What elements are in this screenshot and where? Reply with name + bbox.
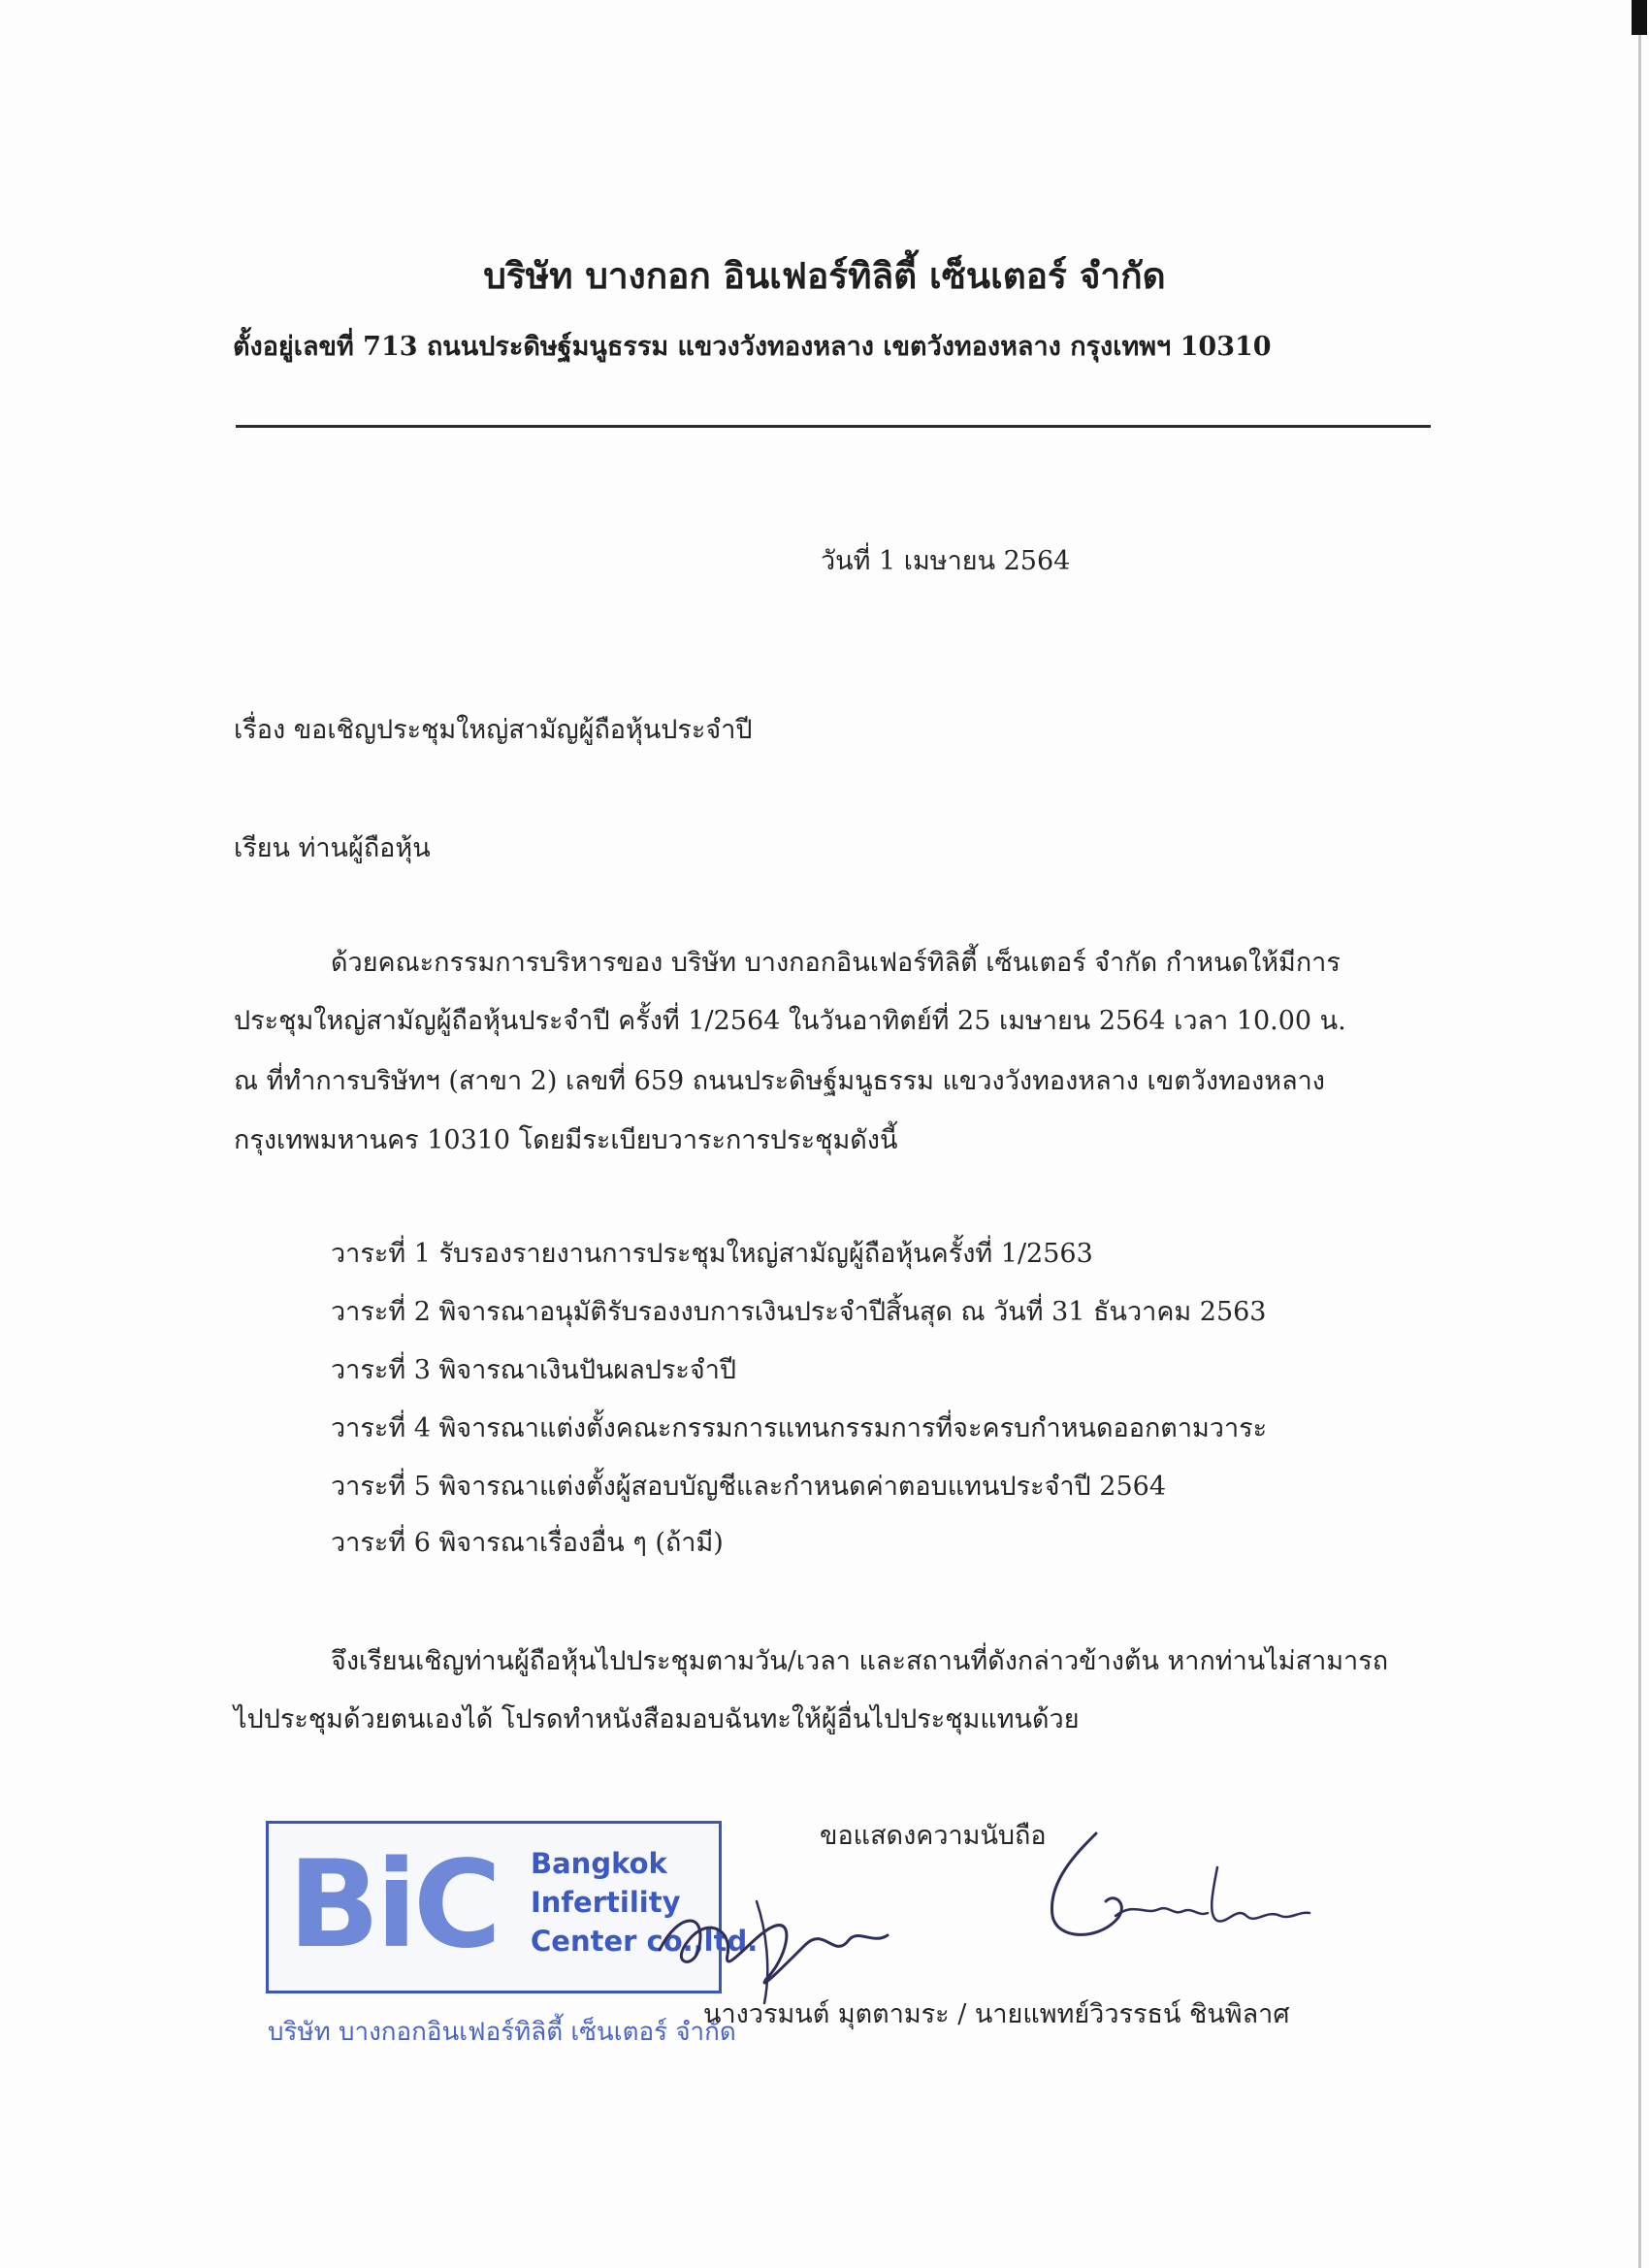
header-divider	[236, 425, 1431, 428]
agenda-item: วาระที่ 2 พิจารณาอนุมัติรับรองงบการเงินประจำปีสิ้นสุด ณ วันที่ 31 ธันวาคม 2563	[331, 1297, 1267, 1327]
stamp-text-line: Center co.,ltd.	[531, 1925, 759, 1958]
company-address: ตั้งอยู่เลขที่ 713 ถนนประดิษฐ์มนูธรรม แขวงวังทองหลาง เขตวังทองหลาง กรุงเทพฯ 10310	[233, 332, 1272, 362]
letter-date: วันที่ 1 เมษายน 2564	[821, 546, 1071, 576]
invitation-line: จึงเรียนเชิญท่านผู้ถือหุ้นไปประชุมตามวัน/เวลา และสถานที่ดังกล่าวข้างต้น หากท่านไม่สามารถ	[331, 1646, 1389, 1676]
body-paragraph-line: ด้วยคณะกรรมการบริหารของ บริษัท บางกอกอินเฟอร์ทิลิตี้ เซ็นเตอร์ จำกัด กำหนดให้มีการ	[331, 948, 1341, 978]
body-paragraph-line: ณ ที่ทำการบริษัทฯ (สาขา 2) เลขที่ 659 ถนนประดิษฐ์มนูธรรม แขวงวังทองหลาง เขตวังทองหลาง	[234, 1066, 1325, 1096]
scan-edge-mark	[1632, 0, 1647, 35]
letter-subject: เรื่อง ขอเชิญประชุมใหญ่สามัญผู้ถือหุ้นประจำปี	[234, 715, 753, 745]
signature-1-icon	[640, 1872, 931, 2008]
stamp-caption: บริษัท บางกอกอินเฟอร์ทิลิตี้ เซ็นเตอร์ จำกัด	[268, 2018, 736, 2047]
signer-names: นางวรมนต์ มุตตามระ / นายแพทย์วิวรรธน์ ชินพิลาศ	[703, 1999, 1290, 2029]
stamp-text-line: Infertility	[531, 1886, 681, 1919]
agenda-item: วาระที่ 1 รับรองรายงานการประชุมใหญ่สามัญผู้ถือหุ้นครั้งที่ 1/2563	[331, 1239, 1093, 1269]
body-paragraph-line: กรุงเทพมหานคร 10310 โดยมีระเบียบวาระการประชุมดังนี้	[234, 1125, 898, 1155]
letter-salutation: เรียน ท่านผู้ถือหุ้น	[234, 833, 431, 863]
stamp-text-line: Bangkok	[531, 1847, 667, 1880]
invitation-line: ไปประชุมด้วยตนเองได้ โปรดทำหนังสือมอบฉันทะให้ผู้อื่นไปประชุมแทนด้วย	[234, 1704, 1080, 1734]
closing-phrase: ขอแสดงความนับถือ	[820, 1821, 1047, 1851]
company-name: บริษัท บางกอก อินเฟอร์ทิลิตี้ เซ็นเตอร์ จำกัด	[483, 254, 1166, 297]
company-logo-icon: BiC	[288, 1835, 499, 1975]
agenda-item: วาระที่ 4 พิจารณาแต่งตั้งคณะกรรมการแทนกรรมการที่จะครบกำหนดออกตามวาระ	[331, 1413, 1268, 1443]
agenda-item: วาระที่ 6 พิจารณาเรื่องอื่น ๆ (ถ้ามี)	[331, 1528, 724, 1558]
agenda-item: วาระที่ 3 พิจารณาเงินปันผลประจำปี	[331, 1355, 737, 1385]
scan-edge-line	[1638, 0, 1641, 2268]
body-paragraph-line: ประชุมใหญ่สามัญผู้ถือหุ้นประจำปี ครั้งที่ 1/2564 ในวันอาทิตย์ที่ 25 เมษายน 2564 เวลา 10.00 น.	[234, 1006, 1346, 1036]
agenda-item: วาระที่ 5 พิจารณาแต่งตั้งผู้สอบบัญชีและกำหนดค่าตอบแทนประจำปี 2564	[331, 1472, 1166, 1502]
signature-2-icon	[1009, 1824, 1319, 1960]
